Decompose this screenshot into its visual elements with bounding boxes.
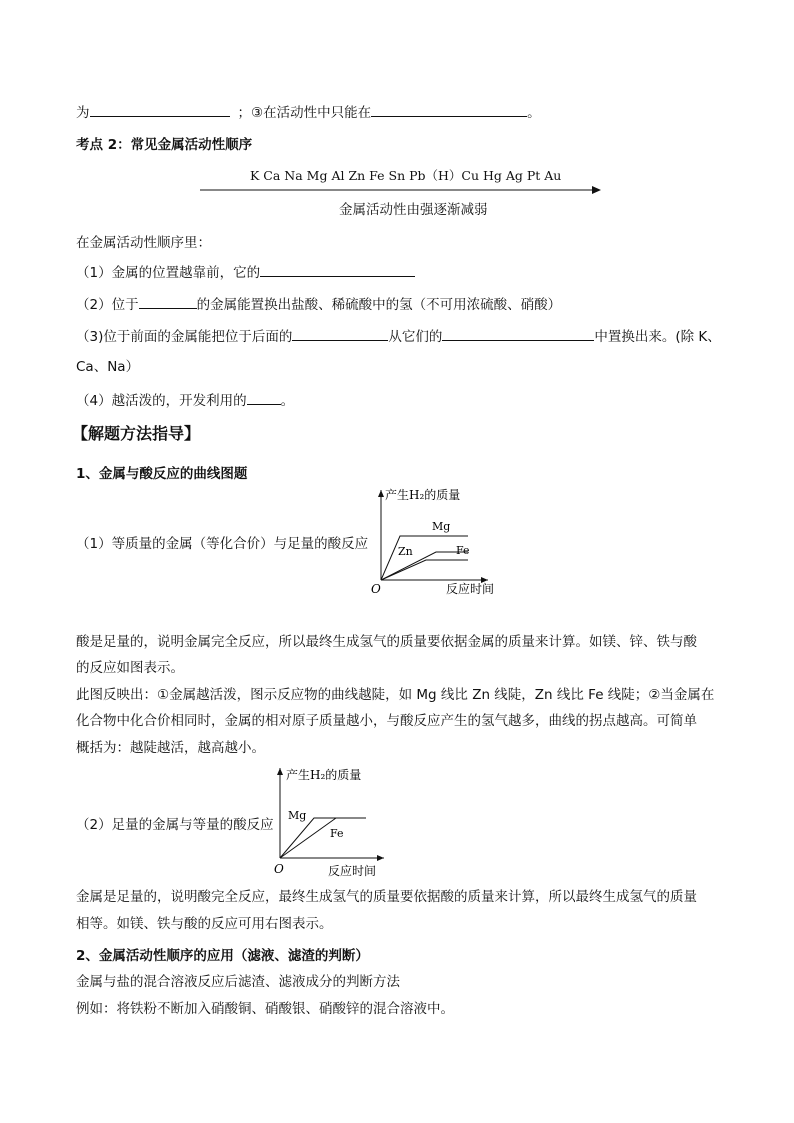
- graph-2-label-mg: Mg: [288, 809, 307, 822]
- item-text: 中置换出来。(除 K、: [594, 329, 721, 345]
- graph-2-xlabel: 反应时间: [328, 864, 377, 878]
- para-3-line-1: 金属与盐的混合溶液反应后滤渣、滤液成分的判断方法: [76, 974, 400, 990]
- blank: [90, 102, 230, 117]
- graph-1-label-mg: Mg: [432, 520, 451, 533]
- text-suffix: 。: [527, 105, 541, 121]
- intro-text: 在金属活动性顺序里：: [76, 235, 211, 251]
- section-title: 【解题方法指导】: [72, 424, 201, 443]
- blank: [292, 326, 388, 341]
- para-1-line-2: 的反应如图表示。: [76, 660, 184, 676]
- item-text: （4）越活泼的，开发利用的: [76, 393, 247, 409]
- item-3: [76, 326, 721, 347]
- para-2-line-2: 相等。如镁、铁与酸的反应可用右图表示。: [76, 916, 333, 932]
- para-1-line-5: 概括为：越陡越活，越高越小。: [76, 740, 265, 756]
- text-mid: ；③在活动性中只能在: [237, 105, 372, 121]
- blank: [371, 102, 527, 117]
- graph-1: [368, 484, 518, 600]
- blank: [139, 294, 197, 309]
- item-text: 从它们的: [388, 329, 443, 345]
- graph-1-origin: O: [371, 582, 381, 596]
- fill-line-1: [76, 102, 541, 123]
- section-heading-kaodian2: 考点 2：常见金属活动性顺序: [76, 137, 253, 153]
- graph-1-ylabel: 产生H₂的质量: [385, 488, 461, 502]
- item-text: （3)位于前面的金属能把位于后面的: [76, 329, 293, 345]
- item-2: [76, 294, 561, 315]
- graph-1-label-zn: Zn: [398, 545, 413, 558]
- para-3-line-2: 例如：将铁粉不断加入硝酸铜、硝酸银、硝酸锌的混合溶液中。: [76, 1001, 454, 1017]
- item-4: [76, 390, 294, 411]
- item-text: 。: [280, 393, 295, 409]
- case-1-label: （1）等质量的金属（等化合价）与足量的酸反应: [76, 536, 369, 552]
- case-2-label: （2）足量的金属与等量的酸反应: [76, 817, 274, 833]
- graph-2-label-fe: Fe: [330, 827, 344, 840]
- graph-1-line-zn: [381, 560, 468, 580]
- graph-2-origin: O: [274, 862, 284, 876]
- graph-2-ylabel: 产生H₂的质量: [286, 768, 362, 782]
- text-prefix: 为: [76, 105, 90, 121]
- item-1: [76, 262, 415, 283]
- activity-arrow: [200, 184, 602, 196]
- item-text: 的金属能置换出盐酸、稀硫酸中的氢（不可用浓硫酸、硝酸）: [196, 297, 562, 313]
- item-text: （1）金属的位置越靠前，它的: [76, 265, 261, 281]
- item-text: （2）位于: [76, 297, 139, 313]
- subsection-1-title: 1、金属与酸反应的曲线图题: [76, 466, 248, 482]
- graph-2-line-fe: [280, 818, 336, 858]
- graph-1-label-fe: Fe: [456, 544, 470, 557]
- graph-1-line-fe: [381, 552, 468, 580]
- item-3-cont: Ca、Na）: [76, 359, 140, 375]
- graph-2-line-mg: [280, 818, 366, 858]
- graph-2: [272, 762, 412, 880]
- activity-series: K Ca Na Mg Al Zn Fe Sn Pb（H）Cu Hg Ag Pt Au: [250, 168, 562, 183]
- blank: [260, 262, 415, 277]
- para-2-line-1: 金属是足量的，说明酸完全反应，最终生成氢气的质量要依据酸的质量来计算，所以最终生成氢气的质量: [76, 889, 697, 905]
- activity-caption: 金属活动性由强逐渐减弱: [339, 202, 488, 218]
- blank: [247, 390, 281, 405]
- para-1-line-1: 酸是足量的，说明金属完全反应，所以最终生成氢气的质量要依据金属的质量来计算。如镁、锌、铁与酸: [76, 634, 697, 650]
- subsection-2-title: 2、金属活动性顺序的应用（滤液、滤渣的判断）: [76, 948, 369, 964]
- graph-1-xlabel: 反应时间: [446, 582, 495, 596]
- blank: [442, 326, 594, 341]
- para-1-line-4: 化合物中化合价相同时，金属的相对原子质量越小，与酸反应产生的氢气越多，曲线的拐点越高。可简单: [76, 713, 697, 729]
- para-1-line-3: 此图反映出：①金属越活泼，图示反应物的曲线越陡，如 Mg 线比 Zn 线陡，Zn 线比 Fe 线陡；②当金属在: [76, 687, 715, 703]
